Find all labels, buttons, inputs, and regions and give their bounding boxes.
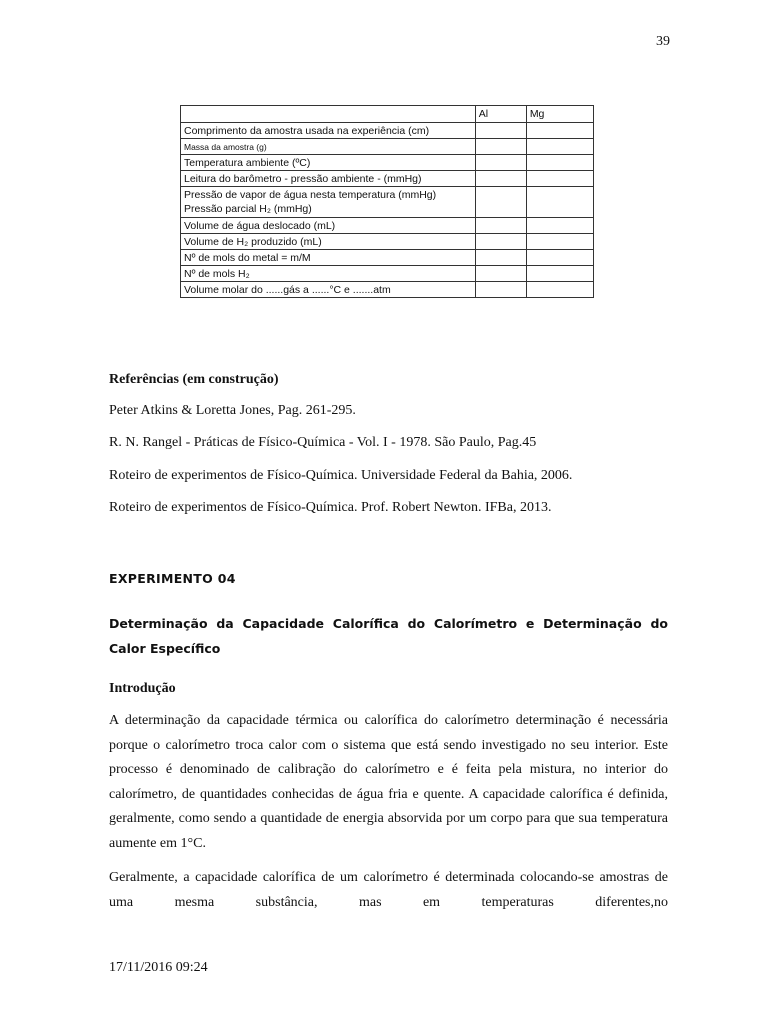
table-row bbox=[181, 282, 594, 298]
table-header-al: Al bbox=[475, 106, 526, 123]
table-cell-mg bbox=[526, 234, 593, 250]
table-row bbox=[181, 218, 594, 234]
table-cell-al bbox=[475, 155, 526, 171]
table-header-mg: Mg bbox=[526, 106, 593, 123]
introduction-heading: Introdução bbox=[109, 681, 176, 696]
table-cell-mg bbox=[526, 123, 593, 139]
table-row-label: Temperatura ambiente (ºC) bbox=[181, 155, 476, 171]
table-cell-al bbox=[475, 187, 526, 218]
table-row-label: Pressão de vapor de água nesta temperatura (mmHg) bbox=[184, 189, 437, 201]
table-row-label: Nº de mols H₂ bbox=[181, 266, 476, 282]
table-row bbox=[181, 123, 594, 139]
reference-item: R. N. Rangel - Práticas de Físico-Química - Vol. I - 1978. São Paulo, Pag.45 bbox=[109, 435, 537, 450]
reference-item: Roteiro de experimentos de Físico-Química. Universidade Federal da Bahia, 2006. bbox=[109, 468, 573, 483]
table-cell-mg bbox=[526, 139, 593, 155]
experiment-subtitle: Determinação da Capacidade Calorífica do Calorímetro e Determinação do Calor Específico bbox=[109, 616, 668, 656]
table-row-label: Pressão parcial H₂ (mmHg) bbox=[184, 203, 312, 215]
table-cell-al bbox=[475, 266, 526, 282]
table-row bbox=[181, 266, 594, 282]
reference-item: Peter Atkins & Loretta Jones, Pag. 261-295. bbox=[109, 403, 356, 418]
table-cell-mg bbox=[526, 218, 593, 234]
table-cell-al bbox=[475, 234, 526, 250]
table-row-label: Volume de água deslocado (mL) bbox=[181, 218, 476, 234]
table-header-blank bbox=[181, 106, 476, 123]
table-row-label: Massa da amostra (g) bbox=[181, 139, 476, 155]
table-header-row bbox=[181, 106, 594, 123]
experiment-title: EXPERIMENTO 04 bbox=[109, 571, 236, 586]
table-row-label: Leitura do barômetro - pressão ambiente - (mmHg) bbox=[181, 171, 476, 187]
data-table bbox=[180, 105, 594, 298]
reference-item: Roteiro de experimentos de Físico-Química. Prof. Robert Newton. IFBa, 2013. bbox=[109, 500, 552, 515]
references-heading: Referências (em construção) bbox=[109, 372, 279, 387]
table-cell-al bbox=[475, 123, 526, 139]
table-cell-al bbox=[475, 171, 526, 187]
footer-date: 17/11/2016 09:24 bbox=[109, 960, 208, 975]
table-row-label: Comprimento da amostra usada na experiência (cm) bbox=[181, 123, 476, 139]
table-cell-mg bbox=[526, 171, 593, 187]
table-row bbox=[181, 155, 594, 171]
table-row-label: Nº de mols do metal = m/M bbox=[181, 250, 476, 266]
table-cell-mg bbox=[526, 266, 593, 282]
table-cell-al bbox=[475, 139, 526, 155]
table-cell-mg bbox=[526, 250, 593, 266]
table-row bbox=[181, 250, 594, 266]
table-cell-al bbox=[475, 250, 526, 266]
table-row bbox=[181, 187, 594, 218]
table-row bbox=[181, 171, 594, 187]
table-cell-mg bbox=[526, 282, 593, 298]
table-row-label: Volume molar do ......gás a ......°C e .......atm bbox=[181, 282, 476, 298]
table-cell-mg bbox=[526, 187, 593, 218]
introduction-paragraph-1: A determinação da capacidade térmica ou calorífica do calorímetro determinação é necessária porque o calorímetro troca calor com o sistema que está sendo investigado no seu interior. Este processo é denominado de calibração do calorímetro e é feita pela mistura, no interior do calorímetro, de quantidades conhecidas de água fria e quente. A capacidade calorífica é definida, geralmente, como sendo a quantidade de energia absorvida por um corpo para que sua temperatura aumente em 1°C. bbox=[109, 713, 668, 851]
table-cell-al bbox=[475, 282, 526, 298]
table-cell-al bbox=[475, 218, 526, 234]
page-number: 39 bbox=[656, 34, 670, 49]
table-cell-mg bbox=[526, 155, 593, 171]
introduction-paragraph-2: Geralmente, a capacidade calorífica de um calorímetro é determinada colocando-se amostras de uma mesma substância, mas em temperaturas diferentes,no bbox=[109, 870, 668, 910]
table-row-label: Volume de H₂ produzido (mL) bbox=[181, 234, 476, 250]
table-row bbox=[181, 234, 594, 250]
table-row bbox=[181, 139, 594, 155]
table-row-label-double bbox=[181, 187, 476, 218]
